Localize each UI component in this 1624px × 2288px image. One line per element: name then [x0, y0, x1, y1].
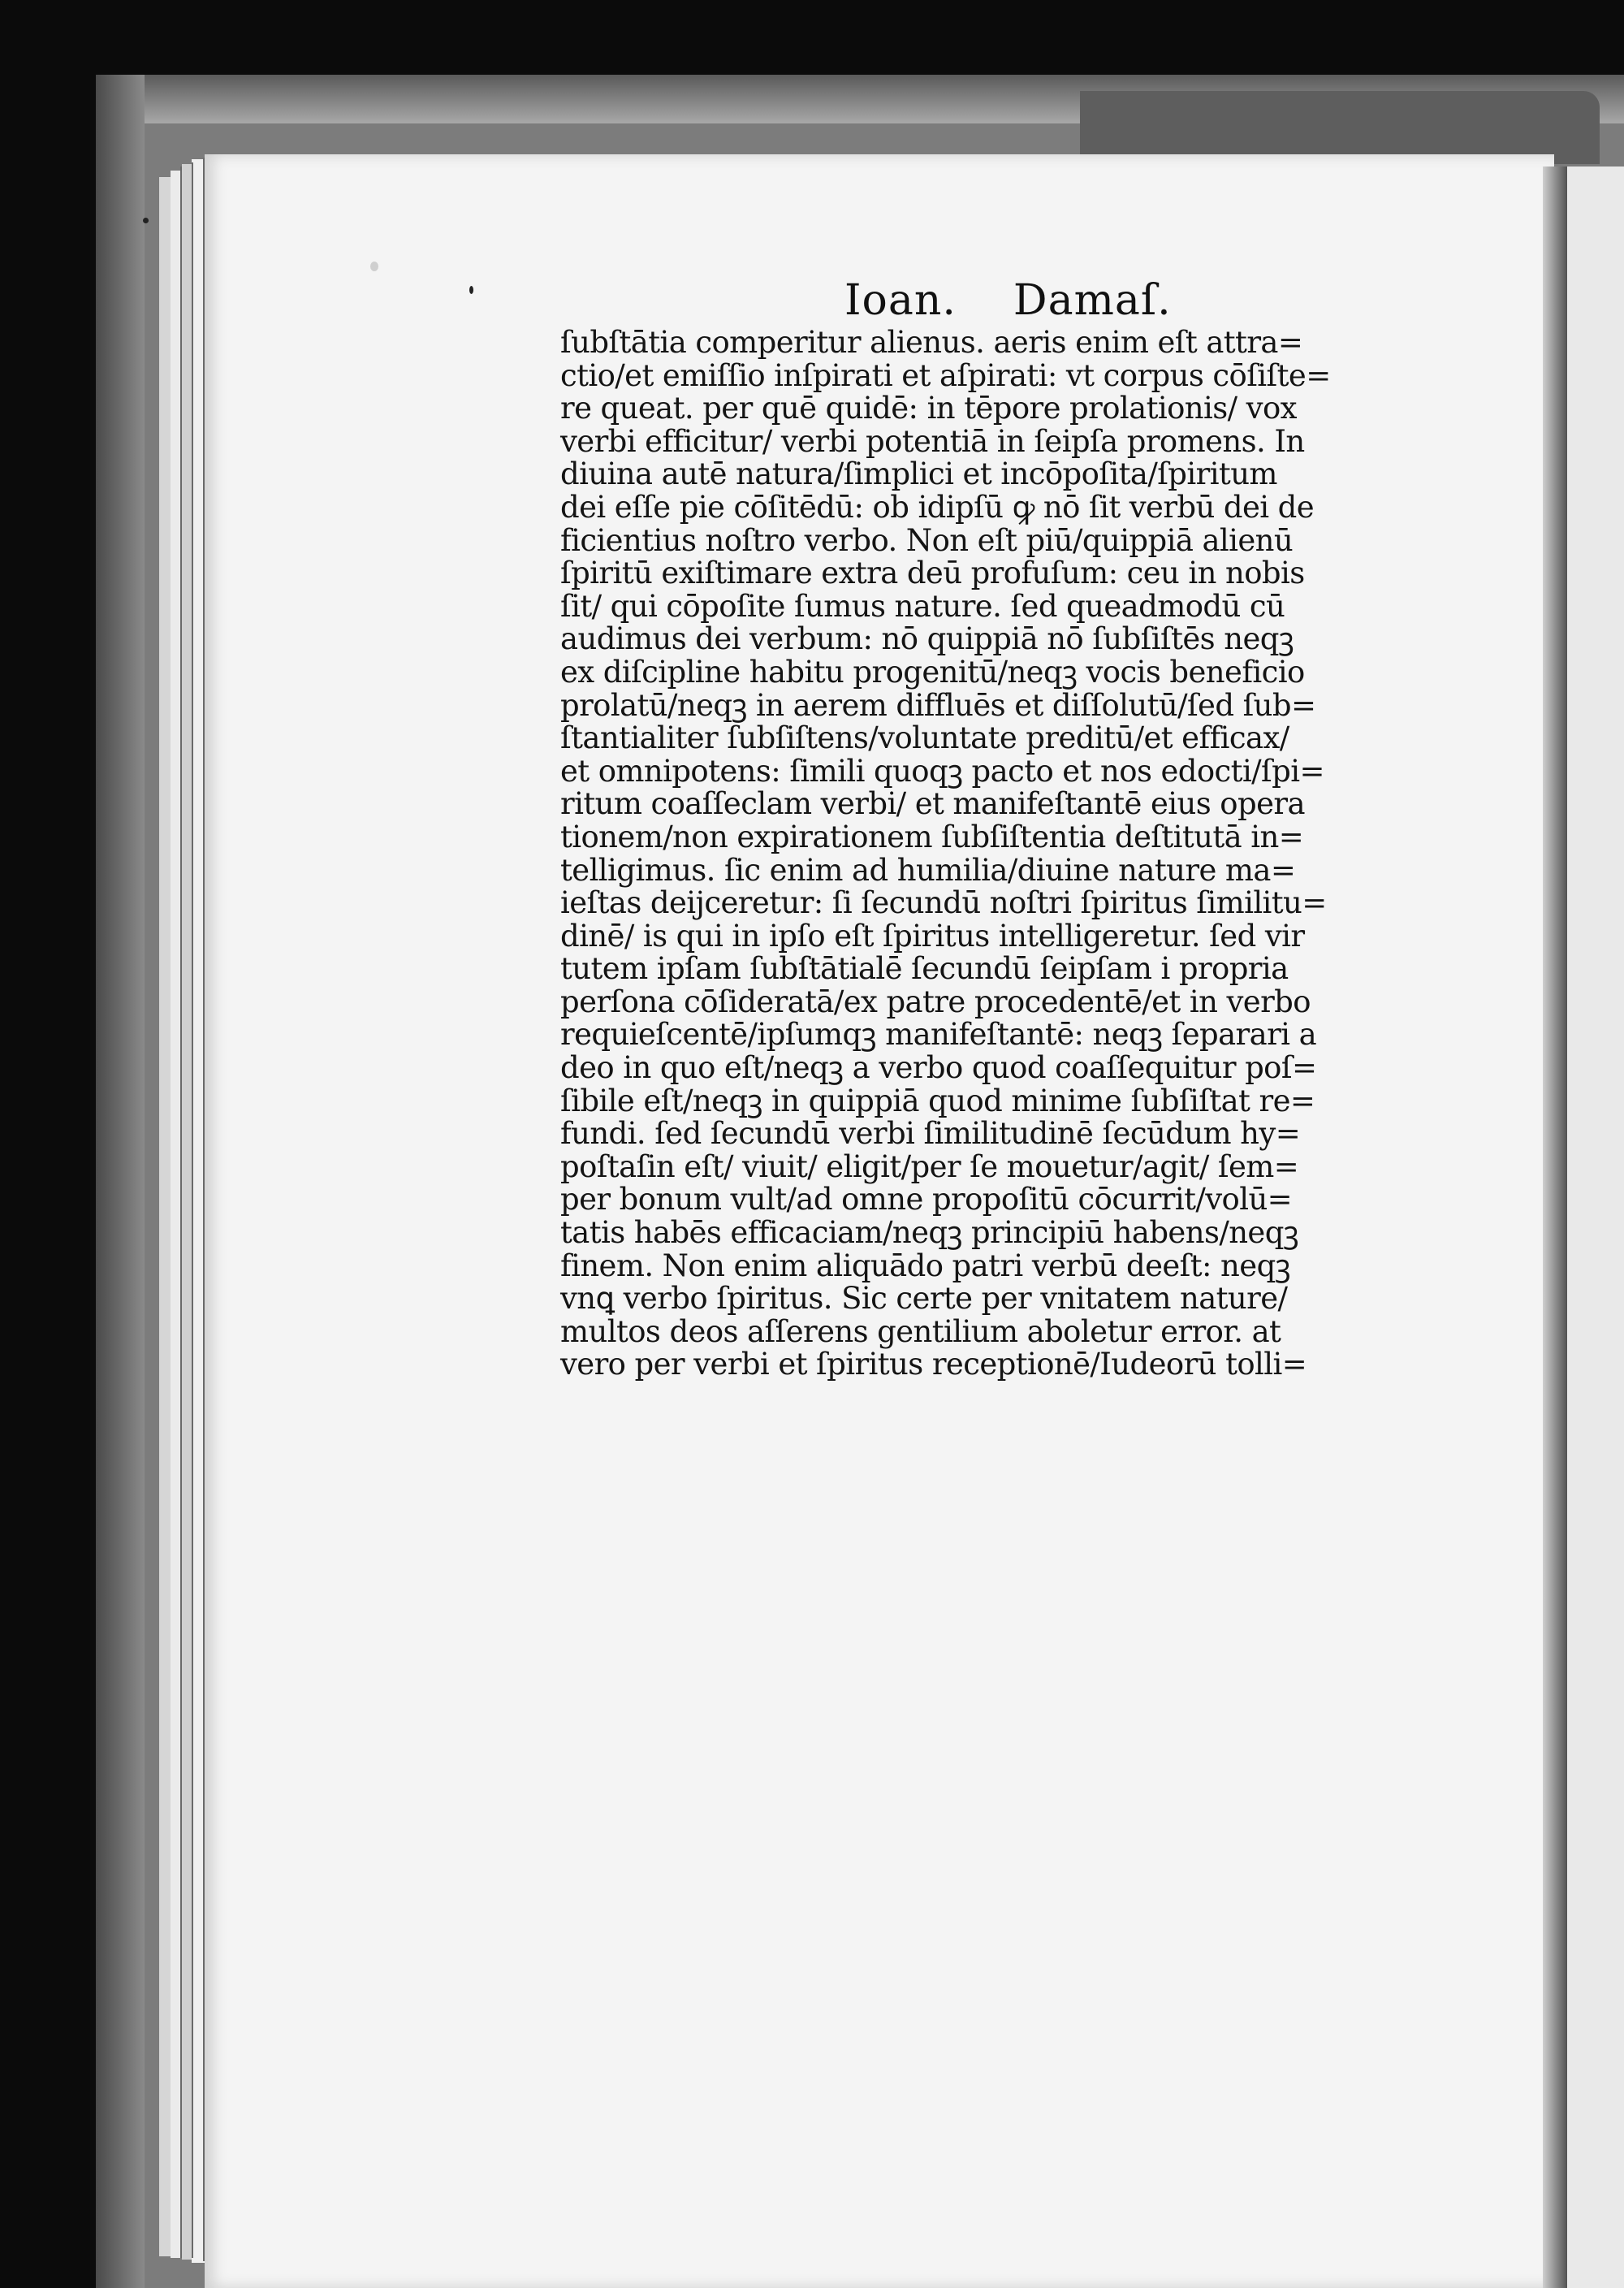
text-line: verbi efficitur/ verbi potentiā in ſeipſa promens. In: [560, 423, 1305, 459]
text-line: tutem ipſam ſubſtātialē ſecundū ſeipſam i propria: [560, 951, 1289, 987]
text-line: vero per verbi et ſpiritus receptionē/Iudeorū tolli=: [560, 1347, 1307, 1382]
text-line: requieſcentē/ipſumqꝫ manifeſtantē: neqꝫ ſeparari a: [560, 1017, 1317, 1053]
text-line: fundi. ſed ſecundū verbi ſimilitudinē ſecūdum hy=: [560, 1116, 1301, 1152]
page-edge-line: [180, 167, 182, 2258]
text-line: audimus dei verbum: nō quippiā nō ſubſiſtēs neqꝫ: [560, 621, 1294, 657]
text-line: ficientius noſtro verbo. Non eſt piū/quippiā alienū: [560, 522, 1294, 558]
text-line: per bonum vult/ad omne propoſitū cōcurrit/volū=: [560, 1182, 1293, 1218]
spot-mark: [370, 262, 378, 271]
text-line: ieſtas deijceretur: ſi ſecundū noſtri ſpiritus ſimilitu=: [560, 885, 1327, 921]
text-line: telligimus. ſic enim ad humilia/diuine nature ma=: [560, 852, 1296, 888]
header-right: Damaſ.: [1013, 276, 1172, 325]
text-line: diuina autē natura/ſimplici et incōpoſita/ſpiritum: [560, 456, 1277, 492]
text-line: ritum coaſſeclam verbi/ et manifeſtantē eius opera: [560, 786, 1305, 822]
text-line: vnꝗ verbo ſpiritus. Sic certe per vnitatem nature/: [560, 1281, 1288, 1317]
text-line: deo in quo eſt/neqꝫ a verbo quod coaſſequitur poſ=: [560, 1050, 1317, 1086]
header-left: Ioan.: [844, 276, 957, 325]
text-line: poſtaſin eſt/ viuit/ eligit/per ſe mouetur/agit/ ſem=: [560, 1148, 1299, 1184]
text-line: perſona cōſideratā/ex patre procedentē/et in verbo: [560, 984, 1311, 1019]
text-block: [560, 327, 1453, 1382]
text-line: ctio/et emiſſio inſpirati et aſpirati: vt corpus cōſiſte=: [560, 357, 1331, 393]
text-line: ſtantialiter ſubſiſtens/voluntate preditū/et efficax/: [560, 720, 1289, 756]
text-line: ſit/ qui cōpoſite ſumus nature. ſed queadmodū cū: [560, 588, 1285, 624]
text-line: ſpiritū exiſtimare extra deū profuſum: ceu in nobis: [560, 556, 1305, 591]
book-board-left-edge: [96, 75, 145, 2288]
page-edge-line: [192, 162, 193, 2258]
text-line: dei eſſe pie cōſitēdū: ob idipſū ꝙ nō ſit verbū dei de: [560, 489, 1315, 525]
text-line: tatis habēs efficaciam/neqꝫ principiū habens/neqꝫ: [560, 1215, 1299, 1251]
text-line: dinē/ is qui in ipſo eſt ſpiritus intelligeretur. ſed vir: [560, 918, 1305, 954]
torn-binding-corner: [1080, 91, 1600, 164]
text-line: ſibile eſt/neqꝫ in quippiā quod minime ſubſiſtat re=: [560, 1083, 1315, 1118]
text-line: ex diſcipline habitu progenitū/neqꝫ vocis beneficio: [560, 654, 1305, 690]
text-line: finem. Non enim aliquādo patri verbū deeſt: neqꝫ: [560, 1248, 1290, 1283]
facing-page-edge: [1567, 167, 1624, 2288]
spot-mark: [143, 218, 149, 223]
text-line: multos deos aſſerens gentilium aboletur error. at: [560, 1313, 1281, 1349]
text-line: re queat. per quē quidē: in tēpore prolationis/ vox: [560, 391, 1297, 426]
spot-mark: [469, 286, 473, 294]
text-line: tionem/non expirationem ſubſiſtentia deſtitutā in=: [560, 819, 1304, 854]
text-line: et omnipotens: ſimili quoqꝫ pacto et nos edocti/ſpi=: [560, 753, 1324, 789]
text-line: prolatū/neqꝫ in aerem diffluēs et diſſolutū/ſed ſub=: [560, 687, 1316, 723]
text-line: ſubſtātia comperitur alienus. aeris enim eſt attra=: [560, 325, 1303, 360]
